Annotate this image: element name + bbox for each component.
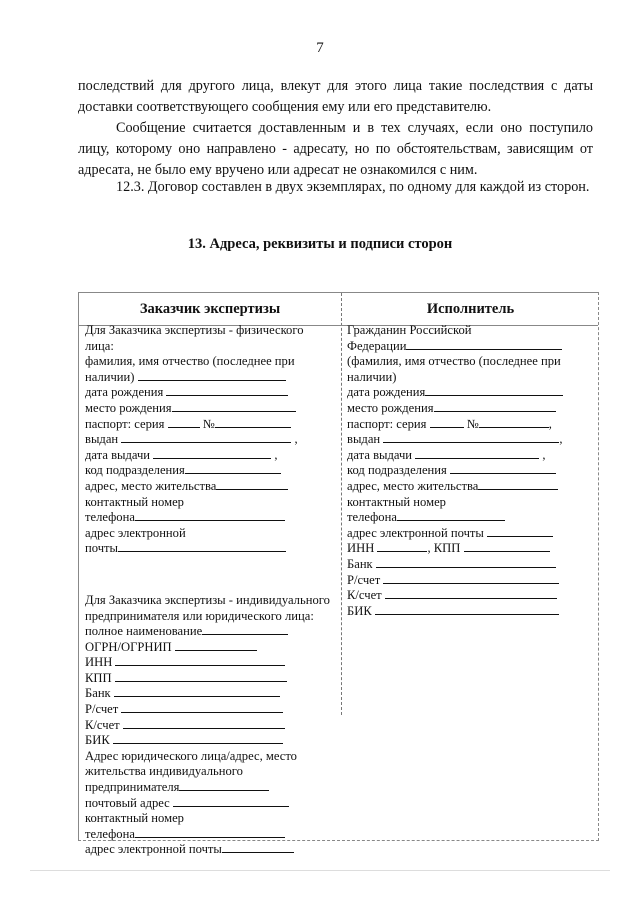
column-divider	[341, 293, 342, 715]
page-bottom-rule	[30, 870, 610, 871]
page-number: 7	[316, 40, 324, 56]
contractor-corr-account-field[interactable]: К/счет	[347, 588, 597, 604]
contractor-fio-label-cont: наличии)	[347, 369, 397, 384]
customer-issue-date-field[interactable]: дата выдачи ,	[85, 447, 278, 462]
customer-division-code-field[interactable]: код подразделения	[85, 463, 339, 479]
contractor-fio-label: (фамилия, имя отчество (последнее при	[347, 354, 561, 369]
customer-entrepreneur-field[interactable]: предпринимателя	[85, 780, 339, 796]
section-heading: 13. Адреса, реквизиты и подписи сторон	[187, 236, 453, 252]
contractor-bik-field[interactable]: БИК	[347, 604, 597, 620]
paragraph-delivery-consequences: последствий для другого лица, влекут для этого лица такие последствия с даты доставки соответствующего сообщения ему или его представителю.	[78, 78, 593, 115]
customer-inn-field[interactable]: ИНН	[85, 655, 339, 671]
customer-legal-address-label-cont: жительства индивидуального	[85, 764, 243, 779]
customer-individual-title: Для Заказчика экспертизы - физического	[85, 323, 304, 337]
customer-email-field[interactable]: почты	[85, 541, 339, 557]
contractor-email-field[interactable]: адрес электронной почты	[347, 526, 597, 542]
customer-account-field[interactable]: Р/счет	[85, 702, 339, 718]
customer-phone-label: контактный номер	[85, 494, 184, 509]
contractor-birth-date-field[interactable]: дата рождения	[347, 385, 597, 401]
customer-fio-label: фамилия, имя отчество (последнее при	[85, 354, 295, 369]
customer-entity-phone-field[interactable]: телефона	[85, 827, 339, 843]
customer-fio-field[interactable]: наличии)	[85, 370, 339, 386]
contractor-citizen-label: Гражданин Российской	[347, 323, 472, 337]
contractor-birth-place-field[interactable]: место рождения	[347, 401, 597, 417]
customer-entity-title-cont: предпринимателя или юридического лица:	[85, 608, 314, 623]
contractor-issue-date-field[interactable]: дата выдачи ,	[347, 447, 546, 462]
contractor-division-code-field[interactable]: код подразделения	[347, 463, 597, 479]
customer-corr-account-field[interactable]: К/счет	[85, 718, 339, 734]
contractor-phone-label: контактный номер	[347, 494, 446, 509]
customer-email-label: адрес электронной	[85, 525, 186, 540]
contractor-inn-kpp-field[interactable]: ИНН , КПП	[347, 541, 597, 557]
contractor-phone-field[interactable]: телефона	[347, 510, 597, 526]
paragraph-contract-copies: 12.3. Договор составлен в двух экземплярах, по одному для каждой из сторон.	[116, 179, 590, 195]
requisites-table	[78, 292, 599, 857]
contractor-bank-field[interactable]: Банк	[347, 557, 597, 573]
paragraph-message-delivered: Сообщение считается доставленным и в тех случаях, если оно поступило лицу, которому оно направлено - адресату, но по обстоятельствам, зависящим от адресата, не было ему вручено или адресат не ознакомился с ним.	[78, 120, 593, 178]
customer-address-field[interactable]: адрес, место жительства	[85, 479, 339, 495]
customer-postal-address-field[interactable]: почтовый адрес	[85, 796, 339, 812]
contractor-address-field[interactable]: адрес, место жительства	[347, 479, 597, 495]
customer-entity-phone-label: контактный номер	[85, 811, 184, 826]
customer-header: Заказчик экспертизы	[139, 301, 281, 317]
customer-passport-field[interactable]: паспорт: серия №	[85, 417, 339, 433]
contractor-column	[347, 323, 597, 619]
contractor-issued-by-field[interactable]: выдан ,	[347, 432, 563, 447]
contractor-header: Исполнитель	[426, 301, 515, 317]
customer-issued-by-field[interactable]: выдан ,	[85, 432, 298, 447]
customer-ogrn-field[interactable]: ОГРН/ОГРНИП	[85, 640, 339, 656]
customer-bank-field[interactable]: Банк	[85, 686, 339, 702]
contractor-account-field[interactable]: Р/счет	[347, 573, 597, 589]
customer-legal-address-label: Адрес юридического лица/адрес, место	[85, 748, 297, 763]
contractor-citizen-field[interactable]: Федерации	[347, 339, 597, 355]
customer-birth-place-field[interactable]: место рождения	[85, 401, 339, 417]
customer-kpp-field[interactable]: КПП	[85, 671, 339, 687]
customer-individual-title-cont: лица:	[85, 338, 114, 353]
customer-phone-field[interactable]: телефона	[85, 510, 339, 526]
customer-column	[85, 323, 339, 858]
customer-entity-email-field[interactable]: адрес электронной почты	[85, 842, 339, 858]
customer-birth-date-field[interactable]: дата рождения	[85, 385, 339, 401]
customer-bik-field[interactable]: БИК	[85, 733, 339, 749]
contractor-passport-field[interactable]: паспорт: серия № ,	[347, 416, 552, 431]
customer-entity-title: Для Заказчика экспертизы - индивидуального	[85, 592, 330, 607]
customer-full-name-field[interactable]: полное наименование	[85, 624, 339, 640]
